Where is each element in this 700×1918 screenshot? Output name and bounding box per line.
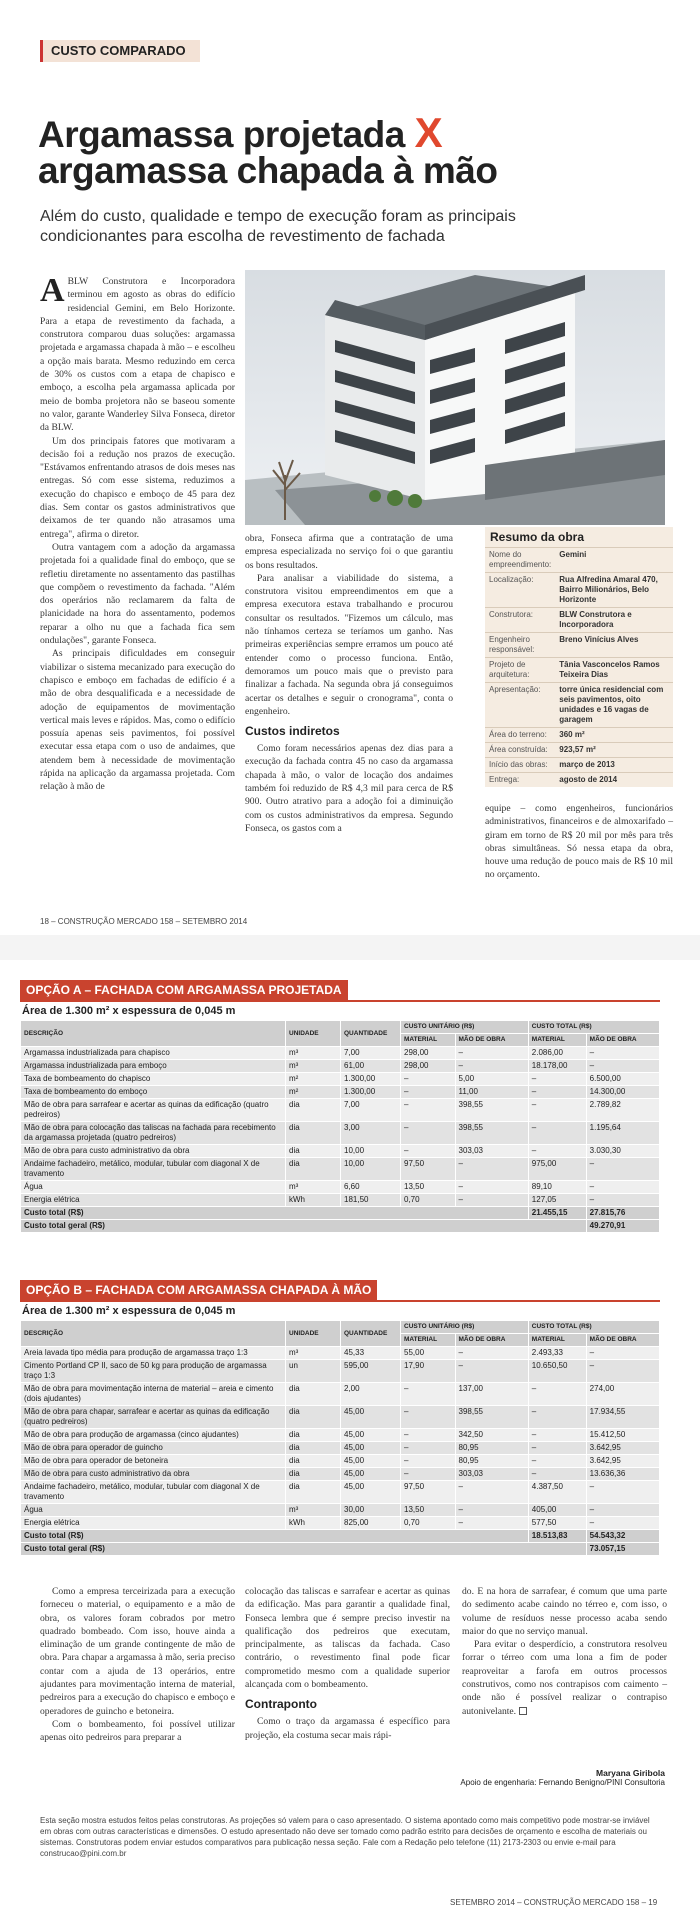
table-row [21, 1347, 660, 1360]
resumo-value: 360 m² [555, 728, 673, 743]
cell-cu-material: – [401, 1073, 456, 1086]
cell-cu-material: – [401, 1122, 456, 1145]
resumo-row [485, 728, 673, 743]
cell-cu-material: 13,50 [401, 1181, 456, 1194]
resumo-key: Início das obras: [485, 758, 555, 773]
cell-qtd: 10,00 [341, 1158, 401, 1181]
section-tag [40, 40, 200, 62]
col-ct-mao-de-obra: MÃO DE OBRA [586, 1034, 659, 1047]
headline-line1: Argamassa projetada [38, 114, 415, 155]
col-qtd: QUANTIDADE [341, 1321, 401, 1347]
cell-unid: dia [286, 1145, 341, 1158]
article-paragraph: Como o traço da argamassa é específico para projeção, ela costuma secar mais rápi- [245, 1716, 450, 1741]
cell-unid: dia [286, 1429, 341, 1442]
cell-cu-mao-de-obra: – [455, 1360, 528, 1383]
total-mao-de-obra: 54.543,32 [586, 1530, 659, 1543]
cost-table-b [20, 1320, 660, 1556]
cell-unid: dia [286, 1481, 341, 1504]
col-custo-total: CUSTO TOTAL (R$) [528, 1321, 659, 1334]
cell-cu-material: – [401, 1383, 456, 1406]
article-paragraph: do. E na hora de sarrafear, é comum que uma parte do sedimento acabe caindo no térreo e, com isso, o volume de resíduos nesse processo acaba sendo maior do que no serviço manual. [462, 1586, 667, 1637]
cell-ct-material: 405,00 [528, 1504, 586, 1517]
cell-ct-material: 2.086,00 [528, 1047, 586, 1060]
resumo-key: Apresentação: [485, 683, 555, 728]
cell-unid: kWh [286, 1517, 341, 1530]
table-row [21, 1073, 660, 1086]
cell-qtd: 825,00 [341, 1517, 401, 1530]
cell-ct-material: – [528, 1145, 586, 1158]
cell-qtd: 181,50 [341, 1194, 401, 1207]
table-row [21, 1383, 660, 1406]
cell-cu-material: 0,70 [401, 1194, 456, 1207]
cell-cu-mao-de-obra: 303,03 [455, 1468, 528, 1481]
cell-ct-material: – [528, 1122, 586, 1145]
table-row [21, 1047, 660, 1060]
page-gutter [0, 935, 700, 960]
table-opcao-a [20, 980, 660, 1233]
cell-desc: Mão de obra para movimentação interna de material – areia e cimento (dois ajudantes) [21, 1383, 286, 1406]
cell-cu-mao-de-obra: 398,55 [455, 1122, 528, 1145]
cell-cu-material: – [401, 1086, 456, 1099]
cell-ct-material: 127,05 [528, 1194, 586, 1207]
total-material: 18.513,83 [528, 1530, 586, 1543]
article-paragraph: Outra vantagem com a adoção da argamassa projetada foi a qualidade final do emboço, que se refletiu diretamente no assentamento das pastilhas que compõem o revestimento da fachada. "Além dos operários não reclamarem da falta de planicidade na hora do assentamento, podemos reparar a olho nu que a fachada fica sem ondulações", garante Fonseca. [40, 541, 235, 647]
cell-ct-mao-de-obra: – [586, 1158, 659, 1181]
article-paragraph-text: Para evitar o desperdício, a construtora resolveu forrar o térreo com uma lona a fim de poder reaproveitar a farofa em outros processos construtivos, como nos contrapisos com caimento – onde não é possível realizar o contrapiso autonivelante. [462, 1639, 667, 1717]
engineering-support: Apoio de engenharia: Fernando Benigno/PINI Consultoria [460, 1778, 665, 1787]
resumo-row [485, 658, 673, 683]
table-row [21, 1429, 660, 1442]
table-a-subtitle: Área de 1.300 m² x espessura de 0,045 m [22, 1005, 236, 1017]
cell-ct-mao-de-obra: 3.642,95 [586, 1455, 659, 1468]
headline [38, 109, 668, 191]
cell-ct-material: – [528, 1455, 586, 1468]
cell-desc: Mão de obra para chapar, sarrafear e acertar as quinas da edificação (quatro pedreiros) [21, 1406, 286, 1429]
table-b-title: OPÇÃO B – FACHADA COM ARGAMASSA CHAPADA À MÃO [20, 1280, 377, 1300]
cell-cu-mao-de-obra: – [455, 1481, 528, 1504]
folio-right: SETEMBRO 2014 – CONSTRUÇÃO MERCADO 158 – 19 [450, 1898, 658, 1907]
cell-ct-mao-de-obra: – [586, 1504, 659, 1517]
col-custo-unitario: CUSTO UNITÁRIO (R$) [401, 1021, 529, 1034]
cell-desc: Andaime fachadeiro, metálico, modular, tubular com diagonal X de travamento [21, 1481, 286, 1504]
cell-cu-mao-de-obra: 398,55 [455, 1406, 528, 1429]
cell-cu-material: 13,50 [401, 1504, 456, 1517]
cell-ct-mao-de-obra: 274,00 [586, 1383, 659, 1406]
total-row [21, 1530, 660, 1543]
cell-qtd: 10,00 [341, 1145, 401, 1158]
col-desc: DESCRIÇÃO [21, 1321, 286, 1347]
table-row [21, 1158, 660, 1181]
table-row [21, 1504, 660, 1517]
resumo-da-obra-box [485, 527, 673, 787]
cell-desc: Argamassa industrializada para emboço [21, 1060, 286, 1073]
cell-unid: m³ [286, 1347, 341, 1360]
resumo-row [485, 608, 673, 633]
cell-desc: Andaime fachadeiro, metálico, modular, tubular com diagonal X de travamento [21, 1158, 286, 1181]
cell-unid: dia [286, 1455, 341, 1468]
headline-line2: argamassa chapada à mão [38, 150, 498, 191]
table-row [21, 1086, 660, 1099]
table-row [21, 1517, 660, 1530]
cell-qtd: 61,00 [341, 1060, 401, 1073]
total-label: Custo total (R$) [21, 1207, 529, 1220]
resumo-key: Construtora: [485, 608, 555, 633]
cell-ct-material: – [528, 1383, 586, 1406]
cell-ct-mao-de-obra: 6.500,00 [586, 1073, 659, 1086]
cell-desc: Energia elétrica [21, 1517, 286, 1530]
cell-cu-mao-de-obra: – [455, 1194, 528, 1207]
cell-cu-material: – [401, 1455, 456, 1468]
table-row [21, 1468, 660, 1481]
total-label: Custo total (R$) [21, 1530, 529, 1543]
cell-desc: Taxa de bombeamento do emboço [21, 1086, 286, 1099]
cell-cu-mao-de-obra: – [455, 1158, 528, 1181]
col-ct-material: MATERIAL [528, 1334, 586, 1347]
disclaimer-note: Esta seção mostra estudos feitos pelas construtoras. As projeções só valem para o caso apresentado. O sistema apontado como mais competitivo pode mostrar-se inviável em obras com outras características e dimensões. O estudo apresentado não deve ser tomado como padrão estrito para decisões de orçamento e escolha de materiais ou sistemas. Construtoras podem enviar estudos comparativos para publicação nessa seção. Fale com a Redação pelo telefone (11) 2173-2303 ou envie e-mail para construcao@pini.com.br [40, 1816, 650, 1858]
cell-ct-mao-de-obra: 1.195,64 [586, 1122, 659, 1145]
cell-cu-mao-de-obra: – [455, 1047, 528, 1060]
grand-total-value: 73.057,15 [586, 1543, 659, 1556]
cell-cu-mao-de-obra: 398,55 [455, 1099, 528, 1122]
article-paragraph: Com o bombeamento, foi possível utilizar apenas oito pedreiros para preparar a [40, 1718, 235, 1744]
cell-qtd: 2,00 [341, 1383, 401, 1406]
resumo-value: torre única residencial com seis pavimentos, oito unidades e 16 vagas de garagem [555, 683, 673, 728]
cell-ct-material: – [528, 1468, 586, 1481]
cell-unid: un [286, 1360, 341, 1383]
cell-ct-material: – [528, 1086, 586, 1099]
cell-desc: Água [21, 1181, 286, 1194]
cell-qtd: 1.300,00 [341, 1086, 401, 1099]
cell-cu-material: – [401, 1429, 456, 1442]
cell-ct-mao-de-obra: 14.300,00 [586, 1086, 659, 1099]
cell-unid: m² [286, 1073, 341, 1086]
cell-qtd: 3,00 [341, 1122, 401, 1145]
cell-ct-material: 89,10 [528, 1181, 586, 1194]
cell-qtd: 595,00 [341, 1360, 401, 1383]
cell-desc: Mão de obra para custo administrativo da obra [21, 1468, 286, 1481]
resumo-title: Resumo da obra [490, 530, 585, 544]
resumo-row [485, 683, 673, 728]
total-material: 21.455,15 [528, 1207, 586, 1220]
cell-ct-material: 4.387,50 [528, 1481, 586, 1504]
dropcap: A [40, 272, 65, 309]
article-paragraph: As principais dificuldades em conseguir viabilizar o sistema mecanizado para execução do chapisco e emboço em fachadas de edifício é a mão de obra desqualificada e a necessidade de adoção de equipamentos de movimentação vertical mais leves e rápidos. Mas, como o edifício possuía apenas seis pavimentos, foi possível executar essa etapa com o uso de andaimes, que atendem bem à necessidade de movimentação rápida na aplicação da argamassa projetada. Com relação à mão de [40, 648, 236, 793]
cell-unid: dia [286, 1099, 341, 1122]
table-row [21, 1122, 660, 1145]
col-ct-material: MATERIAL [528, 1034, 586, 1047]
cell-unid: m³ [286, 1504, 341, 1517]
article-paragraph: Como a empresa terceirizada para a execução forneceu o material, o equipamento e a mão de obra, os valores foram cobrados por metro quadrado bombeado. Com isso, houve ainda a eliminação de um grande contingente de mão de obra. Para chapar a argamassa à mão, seria preciso contar com a ajuda de 13 operários, entre ajudantes para movimentação interna de material, pedreiros para a execução do chapisco e emboço e operadores de guincho e betoneira. [40, 1586, 235, 1717]
grand-total-row [21, 1220, 660, 1233]
table-row [21, 1194, 660, 1207]
end-mark-icon [519, 1707, 527, 1715]
cell-unid: dia [286, 1442, 341, 1455]
cell-unid: dia [286, 1122, 341, 1145]
col-qtd: QUANTIDADE [341, 1021, 401, 1047]
table-row [21, 1455, 660, 1468]
credit-block [460, 1768, 665, 1787]
cell-cu-mao-de-obra: – [455, 1060, 528, 1073]
cell-ct-mao-de-obra: 3.642,95 [586, 1442, 659, 1455]
col-custo-total: CUSTO TOTAL (R$) [528, 1021, 659, 1034]
cell-ct-mao-de-obra: – [586, 1347, 659, 1360]
article-paragraph [462, 1638, 667, 1718]
cell-cu-mao-de-obra: – [455, 1181, 528, 1194]
resumo-value: março de 2013 [555, 758, 673, 773]
cell-ct-material: 10.650,50 [528, 1360, 586, 1383]
resumo-table [485, 547, 673, 787]
col-custo-unitario: CUSTO UNITÁRIO (R$) [401, 1321, 529, 1334]
cell-ct-mao-de-obra: – [586, 1194, 659, 1207]
table-row [21, 1442, 660, 1455]
table-b-subtitle: Área de 1.300 m² x espessura de 0,045 m [22, 1305, 236, 1317]
cell-desc: Cimento Portland CP II, saco de 50 kg para produção de argamassa traço 1:3 [21, 1360, 286, 1383]
article-paragraph: Um dos principais fatores que motivaram a decisão foi a redução nos prazos de execução. "Estávamos enfrentando atrasos de dois meses nas entregas. Só com esse sistema, reduzimos a execução do chapisco e emboço de 45 para dez dias. Sem contar os gastos administrativos que deixamos de ter quando não atrasamos uma entrega", afirma o diretor. [40, 435, 235, 540]
cell-ct-mao-de-obra: – [586, 1517, 659, 1530]
cell-cu-material: 298,00 [401, 1060, 456, 1073]
resumo-key: Entrega: [485, 773, 555, 788]
table-row [21, 1360, 660, 1383]
section-tag-label: CUSTO COMPARADO [51, 43, 186, 58]
subhead-custos-indiretos: Custos indiretos [245, 724, 340, 739]
cell-ct-material: 577,50 [528, 1517, 586, 1530]
resumo-key: Nome do empreendimento: [485, 548, 555, 573]
cell-ct-mao-de-obra: 15.412,50 [586, 1429, 659, 1442]
table-opcao-b [20, 1280, 660, 1556]
resumo-value: Rua Alfredina Amaral 470, Bairro Milionários, Belo Horizonte [555, 573, 673, 608]
subhead-contraponto: Contraponto [245, 1697, 317, 1712]
cell-desc: Mão de obra para custo administrativo da obra [21, 1145, 286, 1158]
col-cu-mao-de-obra: MÃO DE OBRA [455, 1034, 528, 1047]
cell-cu-mao-de-obra: 342,50 [455, 1429, 528, 1442]
cell-cu-material: 55,00 [401, 1347, 456, 1360]
cell-unid: dia [286, 1468, 341, 1481]
article2-column-3 [462, 1585, 667, 1718]
cell-desc: Taxa de bombeamento do chapisco [21, 1073, 286, 1086]
article-paragraph: equipe – como engenheiros, funcionários administrativos, financeiros e de almoxarifado – giram em torno de R$ 20 mil por mês para três obras simultâneas. Só nessa etapa da obra, houve uma redução de pouco mais de R$ 10 mil no orçamento. [485, 803, 673, 881]
resumo-key: Área do terreno: [485, 728, 555, 743]
cell-qtd: 45,00 [341, 1481, 401, 1504]
table-row [21, 1181, 660, 1194]
table-row [21, 1145, 660, 1158]
cell-qtd: 7,00 [341, 1099, 401, 1122]
cell-qtd: 45,00 [341, 1468, 401, 1481]
cell-desc: Mão de obra para produção de argamassa (cinco ajudantes) [21, 1429, 286, 1442]
col-cu-material: MATERIAL [401, 1334, 456, 1347]
cell-cu-material: – [401, 1406, 456, 1429]
cell-cu-mao-de-obra: 80,95 [455, 1455, 528, 1468]
page-18 [0, 0, 700, 935]
cell-unid: m³ [286, 1060, 341, 1073]
table-row [21, 1406, 660, 1429]
cost-table-a [20, 1020, 660, 1233]
col-ct-mao-de-obra: MÃO DE OBRA [586, 1334, 659, 1347]
cell-cu-mao-de-obra: 80,95 [455, 1442, 528, 1455]
article2-column-2 [245, 1585, 450, 1742]
cell-cu-material: 0,70 [401, 1517, 456, 1530]
cell-cu-mao-de-obra: 5,00 [455, 1073, 528, 1086]
grand-total-value: 49.270,91 [586, 1220, 659, 1233]
cell-ct-mao-de-obra: 17.934,55 [586, 1406, 659, 1429]
cell-cu-mao-de-obra: – [455, 1504, 528, 1517]
cell-desc: Argamassa industrializada para chapisco [21, 1047, 286, 1060]
resumo-key: Projeto de arquitetura: [485, 658, 555, 683]
article-paragraph: BLW Construtora e Incorporadora terminou em agosto as obras do edifício residencial Gemini, em Belo Horizonte. Para a etapa de revestimento da fachada, a construtora comparou duas soluções: argamassa projetada e argamassa chapada à mão – e escolheu a opção mais barata. Mesmo reduzindo em cerca de 30% os custos com a etapa de chapisco e emboço, a escolha pela argamassa aplicada por meio de bomba projetora não se baseou somente no valor, garante Wanderley Silva Fonseca, diretor da BLW. [40, 276, 235, 434]
resumo-row [485, 633, 673, 658]
cell-qtd: 30,00 [341, 1504, 401, 1517]
cell-ct-mao-de-obra: – [586, 1060, 659, 1073]
article-paragraph: obra, Fonseca afirma que a contratação de uma empresa especializada no serviço foi o que garantiu os bons resultados. [245, 533, 453, 571]
cell-unid: dia [286, 1383, 341, 1406]
resumo-value: Tânia Vasconcelos Ramos Teixeira Dias [555, 658, 673, 683]
author-name: Maryana Giribola [596, 1768, 665, 1778]
cell-ct-material: 2.493,33 [528, 1347, 586, 1360]
cell-desc: Mão de obra para sarrafear e acertar as quinas da edificação (quatro pedreiros) [21, 1099, 286, 1122]
cell-ct-material: 975,00 [528, 1158, 586, 1181]
article-paragraph: Como foram necessários apenas dez dias para a execução da fachada contra 45 no caso da argamassa chapada à mão, o valor de locação dos andaimes também foi reduzido de R$ 4,3 mil para cerca de R$ 900. Outro atrativo para a adoção foi a diminuição com os custos administrativos da empresa. Segundo Fonseca, os gastos com a [245, 743, 453, 834]
resumo-value: agosto de 2014 [555, 773, 673, 788]
cell-cu-material: – [401, 1468, 456, 1481]
resumo-value: Gemini [555, 548, 673, 573]
col-unid: UNIDADE [286, 1321, 341, 1347]
cell-cu-material: – [401, 1099, 456, 1122]
resumo-key: Área construída: [485, 743, 555, 758]
cell-qtd: 7,00 [341, 1047, 401, 1060]
resumo-value: Breno Vinícius Alves [555, 633, 673, 658]
table-row [21, 1481, 660, 1504]
cell-qtd: 45,00 [341, 1455, 401, 1468]
table-row [21, 1060, 660, 1073]
cell-cu-mao-de-obra: – [455, 1347, 528, 1360]
cell-cu-material: 17,90 [401, 1360, 456, 1383]
resumo-row [485, 573, 673, 608]
article-column-1 [40, 272, 236, 794]
cell-ct-mao-de-obra: – [586, 1360, 659, 1383]
cell-desc: Mão de obra para operador de guincho [21, 1442, 286, 1455]
cell-unid: m³ [286, 1047, 341, 1060]
col-cu-material: MATERIAL [401, 1034, 456, 1047]
cell-qtd: 45,00 [341, 1429, 401, 1442]
table-row [21, 1099, 660, 1122]
resumo-row [485, 758, 673, 773]
cell-unid: m² [286, 1086, 341, 1099]
article-paragraph: colocação das taliscas e sarrafear e acertar as quinas da edificação. Mas para garantir a qualidade final, Fonseca lembra que é sempre preciso investir na qualificação dos pedreiros que executam, principalmente, as taliscas da fachada. Caso contrário, o revestimento final pode ficar comprometido mesmo com a qualidade superior alcançada com o bombeamento. [245, 1586, 450, 1691]
cell-unid: m³ [286, 1181, 341, 1194]
cell-ct-material: – [528, 1429, 586, 1442]
cell-qtd: 45,33 [341, 1347, 401, 1360]
cell-qtd: 45,00 [341, 1442, 401, 1455]
grand-total-label: Custo total geral (R$) [21, 1220, 587, 1233]
cell-desc: Energia elétrica [21, 1194, 286, 1207]
resumo-key: Localização: [485, 573, 555, 608]
cell-cu-material: 298,00 [401, 1047, 456, 1060]
cell-cu-mao-de-obra: – [455, 1517, 528, 1530]
resumo-value: BLW Construtora e Incorporadora [555, 608, 673, 633]
folio-left: 18 – CONSTRUÇÃO MERCADO 158 – SETEMBRO 2014 [40, 917, 248, 926]
article-column-3 [485, 802, 673, 882]
cell-qtd: 6,60 [341, 1181, 401, 1194]
cell-unid: kWh [286, 1194, 341, 1207]
cell-cu-material: – [401, 1442, 456, 1455]
cell-qtd: 1.300,00 [341, 1073, 401, 1086]
grand-total-label: Custo total geral (R$) [21, 1543, 587, 1556]
building-rendering [245, 270, 665, 525]
cell-unid: dia [286, 1406, 341, 1429]
resumo-row [485, 773, 673, 788]
total-row [21, 1207, 660, 1220]
cell-desc: Areia lavada tipo média para produção de argamassa traço 1:3 [21, 1347, 286, 1360]
cell-cu-material: – [401, 1145, 456, 1158]
cell-ct-material: – [528, 1073, 586, 1086]
total-mao-de-obra: 27.815,76 [586, 1207, 659, 1220]
article2-column-1 [40, 1585, 235, 1745]
resumo-key: Engenheiro responsável: [485, 633, 555, 658]
col-unid: UNIDADE [286, 1021, 341, 1047]
cell-cu-mao-de-obra: 303,03 [455, 1145, 528, 1158]
cell-ct-material: – [528, 1442, 586, 1455]
cell-cu-mao-de-obra: 11,00 [455, 1086, 528, 1099]
cell-ct-material: – [528, 1406, 586, 1429]
col-cu-mao-de-obra: MÃO DE OBRA [455, 1334, 528, 1347]
col-desc: DESCRIÇÃO [21, 1021, 286, 1047]
page-19 [0, 960, 700, 1918]
resumo-row [485, 743, 673, 758]
cell-ct-material: 18.178,00 [528, 1060, 586, 1073]
cell-ct-mao-de-obra: 3.030,30 [586, 1145, 659, 1158]
cell-cu-mao-de-obra: 137,00 [455, 1383, 528, 1406]
cell-cu-material: 97,50 [401, 1158, 456, 1181]
cell-ct-material: – [528, 1099, 586, 1122]
cell-qtd: 45,00 [341, 1406, 401, 1429]
article-paragraph: Para analisar a viabilidade do sistema, a construtora visitou empreendimentos em que a empresa executora estava trabalhando e procurou consultar os resultados. "Fizemos um cálculo, mas não tínhamos certeza se teríamos um ganho. Nas primeiras experiências sempre erramos um pouco até entender como o processo funciona. Então, demoramos um pouco mais que o previsto para finalizar a fachada. Na segunda obra já conseguimos acertar os detalhes e seguir o cronograma", conta o engenheiro. [245, 572, 453, 717]
cell-cu-material: 97,50 [401, 1481, 456, 1504]
resumo-value: 923,57 m² [555, 743, 673, 758]
headline-x: X [414, 109, 443, 156]
table-a-title: OPÇÃO A – FACHADA COM ARGAMASSA PROJETADA [20, 980, 348, 1000]
cell-ct-mao-de-obra: – [586, 1047, 659, 1060]
cell-ct-mao-de-obra: 13.636,36 [586, 1468, 659, 1481]
cell-ct-mao-de-obra: 2.789,82 [586, 1099, 659, 1122]
deck: Além do custo, qualidade e tempo de execução foram as principais condicionantes para escolha de revestimento de fachada [40, 208, 516, 245]
cell-desc: Mão de obra para operador de betoneira [21, 1455, 286, 1468]
resumo-row [485, 548, 673, 573]
cell-desc: Água [21, 1504, 286, 1517]
grand-total-row [21, 1543, 660, 1556]
cell-desc: Mão de obra para colocação das taliscas na fachada para recebimento da argamassa projetada (quatro pedreiros) [21, 1122, 286, 1145]
cell-ct-mao-de-obra: – [586, 1481, 659, 1504]
cell-unid: dia [286, 1158, 341, 1181]
cell-ct-mao-de-obra: – [586, 1181, 659, 1194]
article-column-2 [245, 532, 453, 835]
